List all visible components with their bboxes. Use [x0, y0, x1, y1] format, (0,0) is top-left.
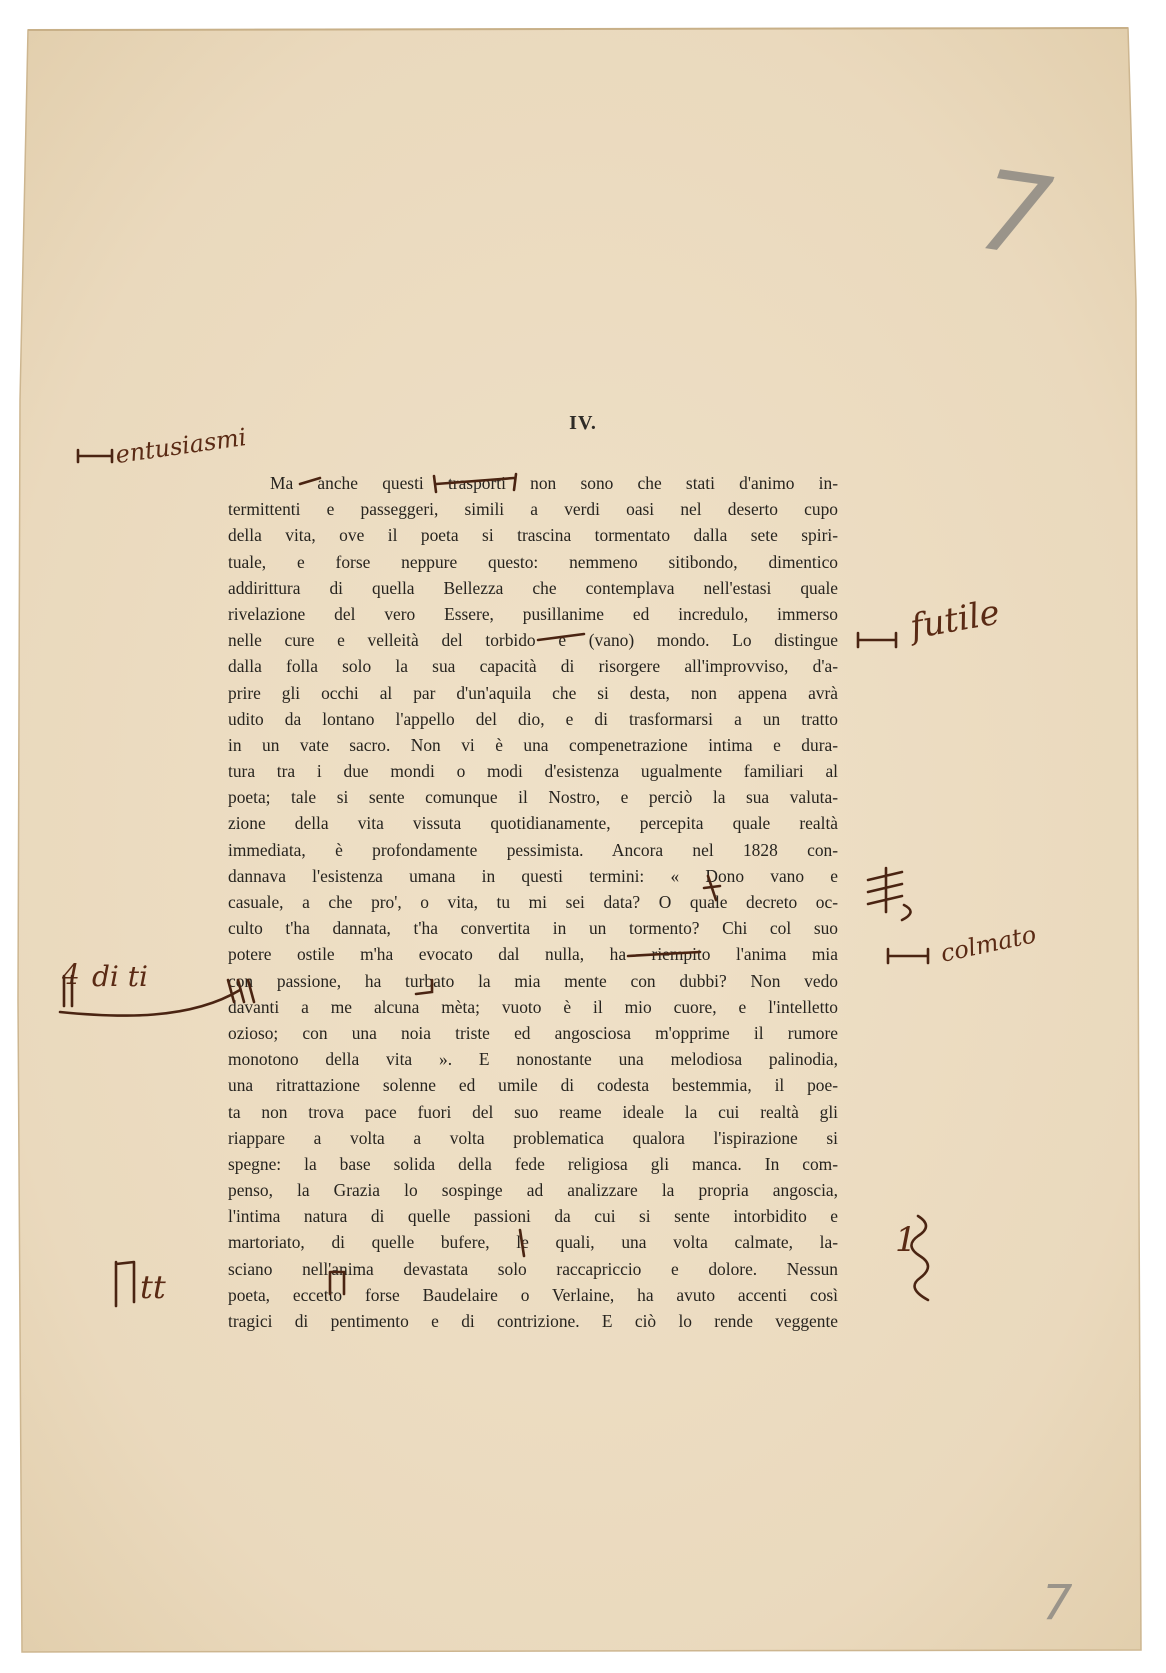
insert-arrow-icon	[888, 949, 928, 963]
text-line: potere ostile m'ha evocato dal nulla, ha riempito l'anima mia	[228, 944, 838, 965]
bracket-mark	[416, 980, 432, 994]
strike-mark	[628, 952, 700, 956]
text-line: spegne: la base solida della fede religiosa gli manca. In com-	[228, 1153, 838, 1174]
text-line: rivelazione del vero Essere, pusillanime ed incredulo, immerso	[228, 603, 838, 624]
text-line: casuale, a che pro', o vita, tu mi sei data? O quale decreto oc-	[228, 892, 838, 912]
bracket-mark	[60, 990, 240, 1016]
text-line: tura tra i due mondi o modi d'esistenza ugualmente familiari al	[228, 761, 838, 782]
margin-mark-four: 4	[62, 958, 80, 991]
margin-note-di-ti: di ti	[92, 960, 148, 993]
margin-note-futile: futile	[907, 592, 1003, 648]
text-line: della vita, ove il poeta si trascina tormentato dalla sete spiri-	[228, 525, 838, 546]
margin-mark-one: 1	[895, 1220, 917, 1260]
text-line: dalla folla solo la sua capacità di risorgere all'improvviso, d'a-	[228, 656, 838, 677]
strike-mark	[300, 478, 320, 484]
proofreading-symbol-icon	[868, 868, 911, 920]
text-line: tragici di pentimento e di contrizione. E ciò lo rende veggente	[228, 1311, 838, 1331]
text-line: termittenti e passeggeri, simili a verdi oasi nel deserto cupo	[228, 499, 838, 520]
bar-mark	[64, 976, 72, 1006]
text-line: ozioso; con una noia triste ed angosciosa m'opprime il rumore	[228, 1022, 838, 1043]
chapter-heading: IV.	[569, 412, 597, 434]
text-line: Ma anche questi trasporti non sono che stati d'animo in-	[270, 473, 838, 493]
text-line: culto t'ha dannata, t'ha convertita in un tormento? Chi col suo	[228, 918, 838, 939]
margin-note-colmato: colmato	[938, 920, 1039, 968]
text-line: addirittura di quella Bellezza che contemplava nell'estasi quale	[228, 577, 838, 598]
bar-mark	[228, 980, 254, 1002]
text-line: monotono della vita ». E nonostante una melodiosa palinodia,	[228, 1049, 838, 1070]
pi-symbol-icon	[116, 1262, 134, 1306]
insert-arrow-icon	[858, 633, 896, 647]
text-line: sciano nell'anima devastata solo raccapriccio e dolore. Nessun	[228, 1258, 838, 1279]
insert-mark	[330, 1272, 344, 1294]
text-line: prire gli occhi al par d'un'aquila che si desta, non appena avrà	[228, 682, 838, 703]
strike-mark	[434, 474, 516, 492]
text-line: nelle cure e velleità del torbido e (vano) mondo. Lo distingue	[228, 630, 838, 651]
pencil-page-number-top: 7	[971, 145, 1059, 283]
text-line: con passione, ha turbato la mia mente con dubbi? Non vedo	[228, 970, 838, 991]
text-line: poeta; tale si sente comunque il Nostro, e perciò la sua valuta-	[228, 787, 838, 808]
text-line: zione della vita vissuta quotidianamente, percepita quale realtà	[228, 813, 838, 834]
insert-arrow-icon	[78, 450, 112, 462]
margin-note-entusiasmi: entusiasmi	[113, 422, 249, 470]
text-line: tuale, e forse neppure questo: nemmeno sitibondo, dimentico	[228, 551, 838, 572]
insert-mark	[704, 876, 720, 900]
text-line: immediata, è profondamente pessimista. Ancora nel 1828 con-	[228, 839, 838, 860]
text-line: l'intima natura di quelle passioni da cui si sente intorbidito e	[228, 1206, 838, 1227]
text-line: penso, la Grazia lo sospinge ad analizzare la propria angoscia,	[228, 1180, 838, 1201]
text-line: in un vate sacro. Non vi è una compenetrazione intima e dura-	[228, 734, 838, 755]
text-line: una ritrattazione solenne ed umile di codesta bestemmia, il poe-	[228, 1075, 838, 1096]
strike-mark	[538, 634, 584, 640]
text-line: poeta, eccetto forse Baudelaire o Verlaine, ha avuto accenti così	[228, 1284, 838, 1305]
text-line: davanti a me alcuna mèta; vuoto è il mio cuore, e l'intelletto	[228, 996, 838, 1017]
text-line: udito da lontano l'appello del dio, e di trasformarsi a un tratto	[228, 708, 838, 729]
margin-note-tt: tt	[140, 1268, 166, 1306]
text-line: riappare a volta a volta problematica qualora l'ispirazione si	[228, 1127, 838, 1148]
text-line: ta non trova pace fuori del suo reame ideale la cui realtà gli	[228, 1101, 838, 1122]
text-line: martoriato, di quelle bufere, le quali, una volta calmate, la-	[228, 1232, 838, 1253]
pencil-page-number-bottom: 7	[1042, 1575, 1073, 1631]
insert-mark	[520, 1230, 524, 1256]
squiggle-mark	[911, 1216, 928, 1300]
text-line: dannava l'esistenza umana in questi termini: « Dono vano e	[228, 865, 838, 886]
